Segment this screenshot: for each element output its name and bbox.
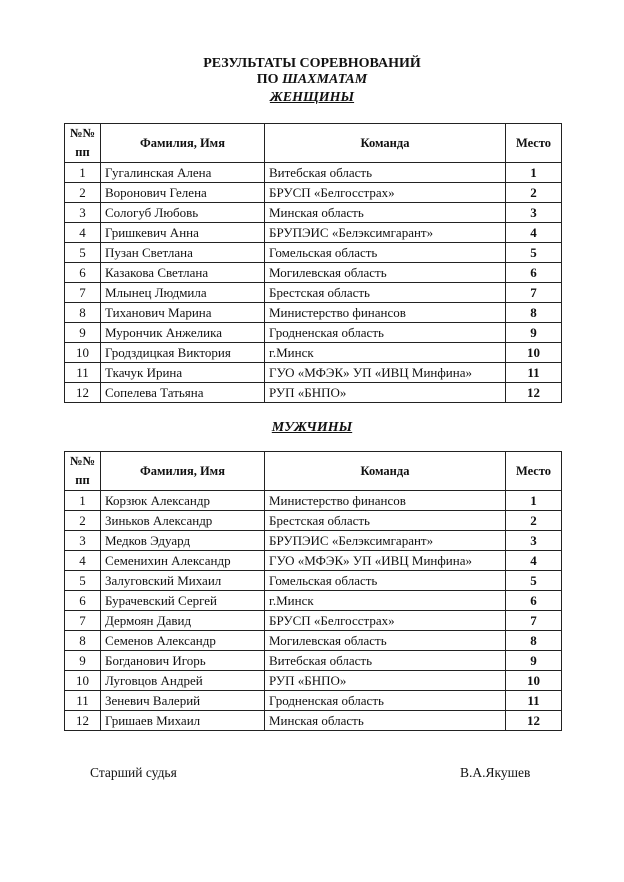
team-name: РУП «БНПО» (265, 383, 506, 403)
header-name: Фамилия, Имя (101, 124, 265, 163)
table-row (65, 383, 562, 403)
header-number (65, 452, 101, 491)
place-value: 2 (506, 183, 562, 203)
place-value: 3 (506, 531, 562, 551)
table-row (65, 203, 562, 223)
header-team: Команда (265, 124, 506, 163)
participant-name: Сологуб Любовь (101, 203, 265, 223)
row-number: 7 (65, 611, 101, 631)
row-number: 6 (65, 263, 101, 283)
place-value: 2 (506, 511, 562, 531)
table-row (65, 263, 562, 283)
subtitle-subject: ШАХМАТАМ (282, 72, 368, 87)
participant-name: Залуговский Михаил (101, 571, 265, 591)
team-name: Министерство финансов (265, 303, 506, 323)
table-row (65, 591, 562, 611)
team-name: Гомельская область (265, 571, 506, 591)
header-team: Команда (265, 452, 506, 491)
place-value: 9 (506, 323, 562, 343)
participant-name: Пузан Светлана (101, 243, 265, 263)
team-name: Гродненская область (265, 323, 506, 343)
row-number: 12 (65, 711, 101, 731)
row-number: 1 (65, 491, 101, 511)
table-row (65, 491, 562, 511)
table-row (65, 631, 562, 651)
row-number: 2 (65, 511, 101, 531)
table-row (65, 531, 562, 551)
place-value: 7 (506, 611, 562, 631)
team-name: Брестская область (265, 511, 506, 531)
team-name: БРУСП «Белгосстрах» (265, 183, 506, 203)
team-name: Могилевская область (265, 631, 506, 651)
row-number: 8 (65, 303, 101, 323)
participant-name: Дермоян Давид (101, 611, 265, 631)
women-section-title: ЖЕНЩИНЫ (269, 90, 355, 105)
row-number: 10 (65, 671, 101, 691)
participant-name: Млынец Людмила (101, 283, 265, 303)
table-row (65, 571, 562, 591)
table-header-row (65, 452, 562, 491)
header-place: Место (506, 452, 562, 491)
team-name: БРУПЭИС «Белэксимгарант» (265, 531, 506, 551)
row-number: 11 (65, 363, 101, 383)
team-name: г.Минск (265, 591, 506, 611)
row-number: 5 (65, 571, 101, 591)
place-value: 6 (506, 591, 562, 611)
participant-name: Гродздицкая Виктория (101, 343, 265, 363)
table-row (65, 163, 562, 183)
place-value: 3 (506, 203, 562, 223)
table-row (65, 283, 562, 303)
participant-name: Гришкевич Анна (101, 223, 265, 243)
place-value: 1 (506, 163, 562, 183)
row-number: 7 (65, 283, 101, 303)
row-number: 4 (65, 223, 101, 243)
row-number: 9 (65, 651, 101, 671)
table-row (65, 343, 562, 363)
header-name: Фамилия, Имя (101, 452, 265, 491)
participant-name: Ткачук Ирина (101, 363, 265, 383)
header-number-line1: №№ (69, 126, 96, 140)
row-number: 2 (65, 183, 101, 203)
table-row (65, 183, 562, 203)
place-value: 12 (506, 383, 562, 403)
team-name: Витебская область (265, 651, 506, 671)
document-subtitle (0, 72, 624, 88)
participant-name: Зиньков Александр (101, 511, 265, 531)
place-value: 11 (506, 363, 562, 383)
table-row (65, 691, 562, 711)
team-name: г.Минск (265, 343, 506, 363)
header-place: Место (506, 124, 562, 163)
team-name: Гродненская область (265, 691, 506, 711)
header-number-line2: пп (75, 145, 90, 159)
participant-name: Богданович Игорь (101, 651, 265, 671)
place-value: 7 (506, 283, 562, 303)
table-row (65, 551, 562, 571)
subtitle-prefix: ПО (256, 72, 279, 87)
participant-name: Семенихин Александр (101, 551, 265, 571)
place-value: 11 (506, 691, 562, 711)
judge-role-label: Старший судья (90, 765, 177, 780)
participant-name: Воронович Гелена (101, 183, 265, 203)
document-title: РЕЗУЛЬТАТЫ СОРЕВНОВАНИЙ (203, 56, 421, 71)
team-name: Могилевская область (265, 263, 506, 283)
row-number: 1 (65, 163, 101, 183)
participant-name: Гугалинская Алена (101, 163, 265, 183)
men-results-table (64, 451, 562, 731)
team-name: Минская область (265, 203, 506, 223)
team-name: Минская область (265, 711, 506, 731)
table-row (65, 651, 562, 671)
participant-name: Казакова Светлана (101, 263, 265, 283)
row-number: 11 (65, 691, 101, 711)
participant-name: Мурончик Анжелика (101, 323, 265, 343)
place-value: 5 (506, 243, 562, 263)
table-header-row (65, 124, 562, 163)
place-value: 10 (506, 343, 562, 363)
team-name: Витебская область (265, 163, 506, 183)
judge-signature-name: В.А.Якушев (460, 765, 531, 780)
team-name: ГУО «МФЭК» УП «ИВЦ Минфина» (265, 363, 506, 383)
men-section-title: МУЖЧИНЫ (271, 420, 353, 435)
table-row (65, 363, 562, 383)
place-value: 6 (506, 263, 562, 283)
participant-name: Сопелева Татьяна (101, 383, 265, 403)
team-name: БРУПЭИС «Белэксимгарант» (265, 223, 506, 243)
participant-name: Зеневич Валерий (101, 691, 265, 711)
team-name: БРУСП «Белгосстрах» (265, 611, 506, 631)
participant-name: Корзюк Александр (101, 491, 265, 511)
row-number: 4 (65, 551, 101, 571)
row-number: 12 (65, 383, 101, 403)
header-number (65, 124, 101, 163)
row-number: 3 (65, 203, 101, 223)
team-name: РУП «БНПО» (265, 671, 506, 691)
team-name: ГУО «МФЭК» УП «ИВЦ Минфина» (265, 551, 506, 571)
team-name: Министерство финансов (265, 491, 506, 511)
participant-name: Тиханович Марина (101, 303, 265, 323)
women-results-table (64, 123, 562, 403)
row-number: 3 (65, 531, 101, 551)
row-number: 9 (65, 323, 101, 343)
table-row (65, 323, 562, 343)
header-number-line2: пп (75, 473, 90, 487)
table-row (65, 243, 562, 263)
row-number: 6 (65, 591, 101, 611)
participant-name: Бурачевский Сергей (101, 591, 265, 611)
table-row (65, 223, 562, 243)
participant-name: Гришаев Михаил (101, 711, 265, 731)
place-value: 9 (506, 651, 562, 671)
participant-name: Медков Эдуард (101, 531, 265, 551)
row-number: 5 (65, 243, 101, 263)
row-number: 8 (65, 631, 101, 651)
table-row (65, 711, 562, 731)
place-value: 12 (506, 711, 562, 731)
team-name: Гомельская область (265, 243, 506, 263)
row-number: 10 (65, 343, 101, 363)
place-value: 4 (506, 223, 562, 243)
place-value: 8 (506, 303, 562, 323)
table-row (65, 511, 562, 531)
place-value: 4 (506, 551, 562, 571)
table-row (65, 303, 562, 323)
header-number-line1: №№ (69, 454, 96, 468)
participant-name: Семенов Александр (101, 631, 265, 651)
participant-name: Луговцов Андрей (101, 671, 265, 691)
team-name: Брестская область (265, 283, 506, 303)
place-value: 1 (506, 491, 562, 511)
place-value: 5 (506, 571, 562, 591)
table-row (65, 611, 562, 631)
table-row (65, 671, 562, 691)
place-value: 10 (506, 671, 562, 691)
place-value: 8 (506, 631, 562, 651)
